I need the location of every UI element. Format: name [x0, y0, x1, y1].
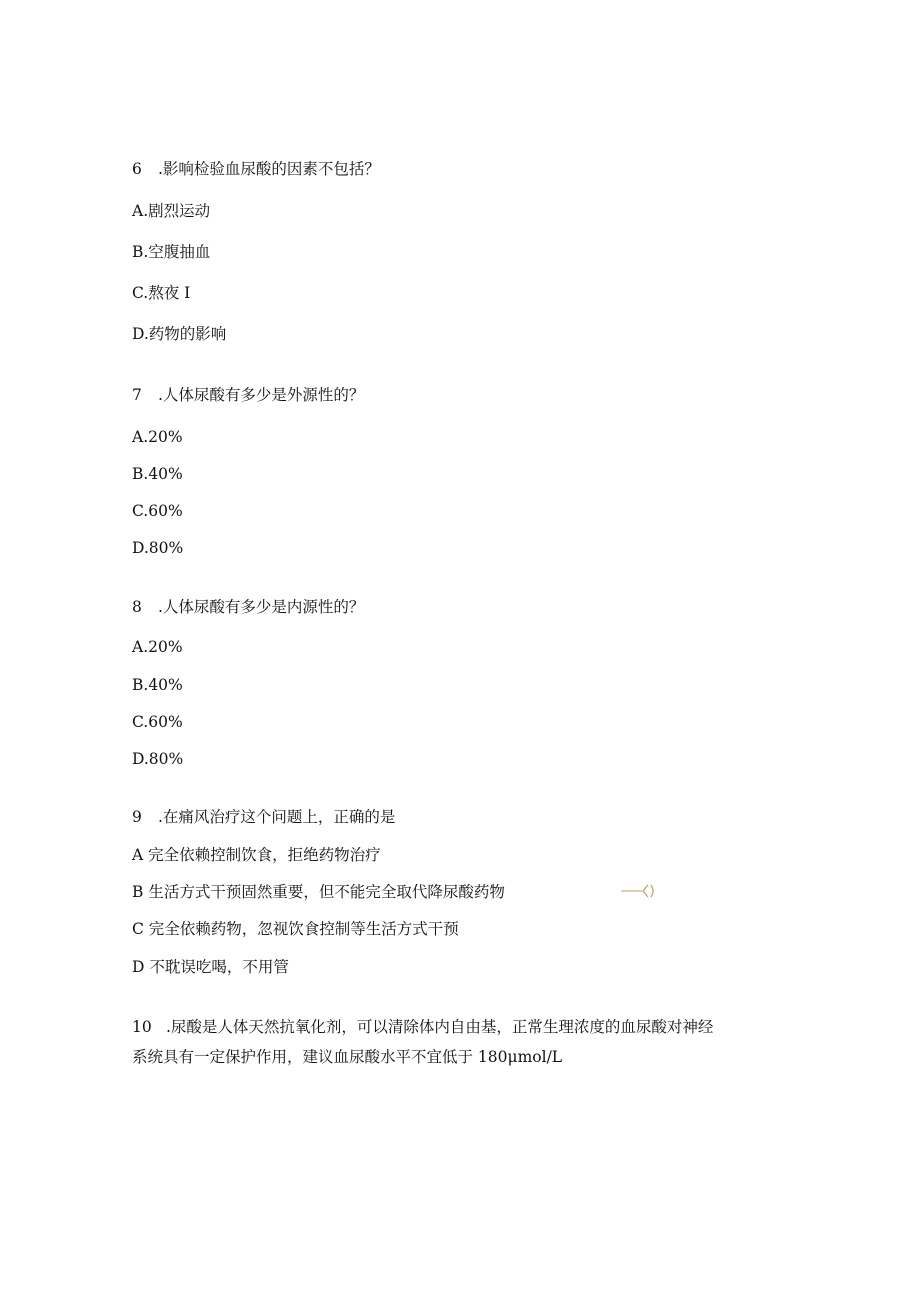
question-text: .人体尿酸有多少是外源性的？ — [158, 386, 365, 404]
question-8-option-d: D.80% — [132, 750, 184, 768]
question-7-stem — [132, 385, 364, 405]
question-text: .人体尿酸有多少是内源性的？ — [158, 598, 365, 616]
question-text-line-1: .尿酸是人体天然抗氧化剂，可以清除体内自由基，正常生理浓度的血尿酸对神经 — [166, 1018, 714, 1036]
question-6-option-c: C.熬夜 I — [132, 284, 191, 302]
question-6-option-a: A.剧烈运动 — [132, 202, 211, 220]
question-6-option-d: D.药物的影响 — [132, 325, 227, 343]
question-8-option-b: B.40% — [132, 676, 183, 694]
question-8-option-c: C.60% — [132, 713, 183, 731]
answer-blank-mark — [620, 882, 660, 900]
question-number: 7 — [132, 386, 142, 404]
question-9-option-c: C 完全依赖药物，忽视饮食控制等生活方式干预 — [132, 920, 459, 938]
question-6-stem — [132, 159, 380, 179]
question-10-stem — [132, 1017, 782, 1067]
question-6-option-b: B.空腹抽血 — [132, 243, 211, 261]
question-7-option-a: A.20% — [132, 428, 183, 446]
question-9-option-b: B 生活方式干预固然重要，但不能完全取代降尿酸药物 — [132, 883, 505, 901]
question-8-option-a: A.20% — [132, 638, 183, 656]
question-9-option-d: D 不耽误吃喝，不用管 — [132, 958, 289, 976]
question-text: .在痛风治疗这个问题上，正确的是 — [158, 808, 396, 826]
question-9-stem — [132, 807, 395, 827]
question-9-option-a: A 完全依赖控制饮食，拒绝药物治疗 — [132, 846, 381, 864]
question-7-option-b: B.40% — [132, 465, 183, 483]
question-7-option-c: C.60% — [132, 502, 183, 520]
question-text-line-2: 系统具有一定保护作用，建议血尿酸水平不宜低于 180μmol/L — [132, 1048, 563, 1066]
question-number: 10 — [132, 1018, 152, 1036]
question-number: 9 — [132, 808, 142, 826]
question-8-stem — [132, 597, 364, 617]
question-7-option-d: D.80% — [132, 539, 184, 557]
question-number: 8 — [132, 598, 142, 616]
question-number: 6 — [132, 160, 142, 178]
question-text: .影响检验血尿酸的因素不包括？ — [158, 160, 380, 178]
